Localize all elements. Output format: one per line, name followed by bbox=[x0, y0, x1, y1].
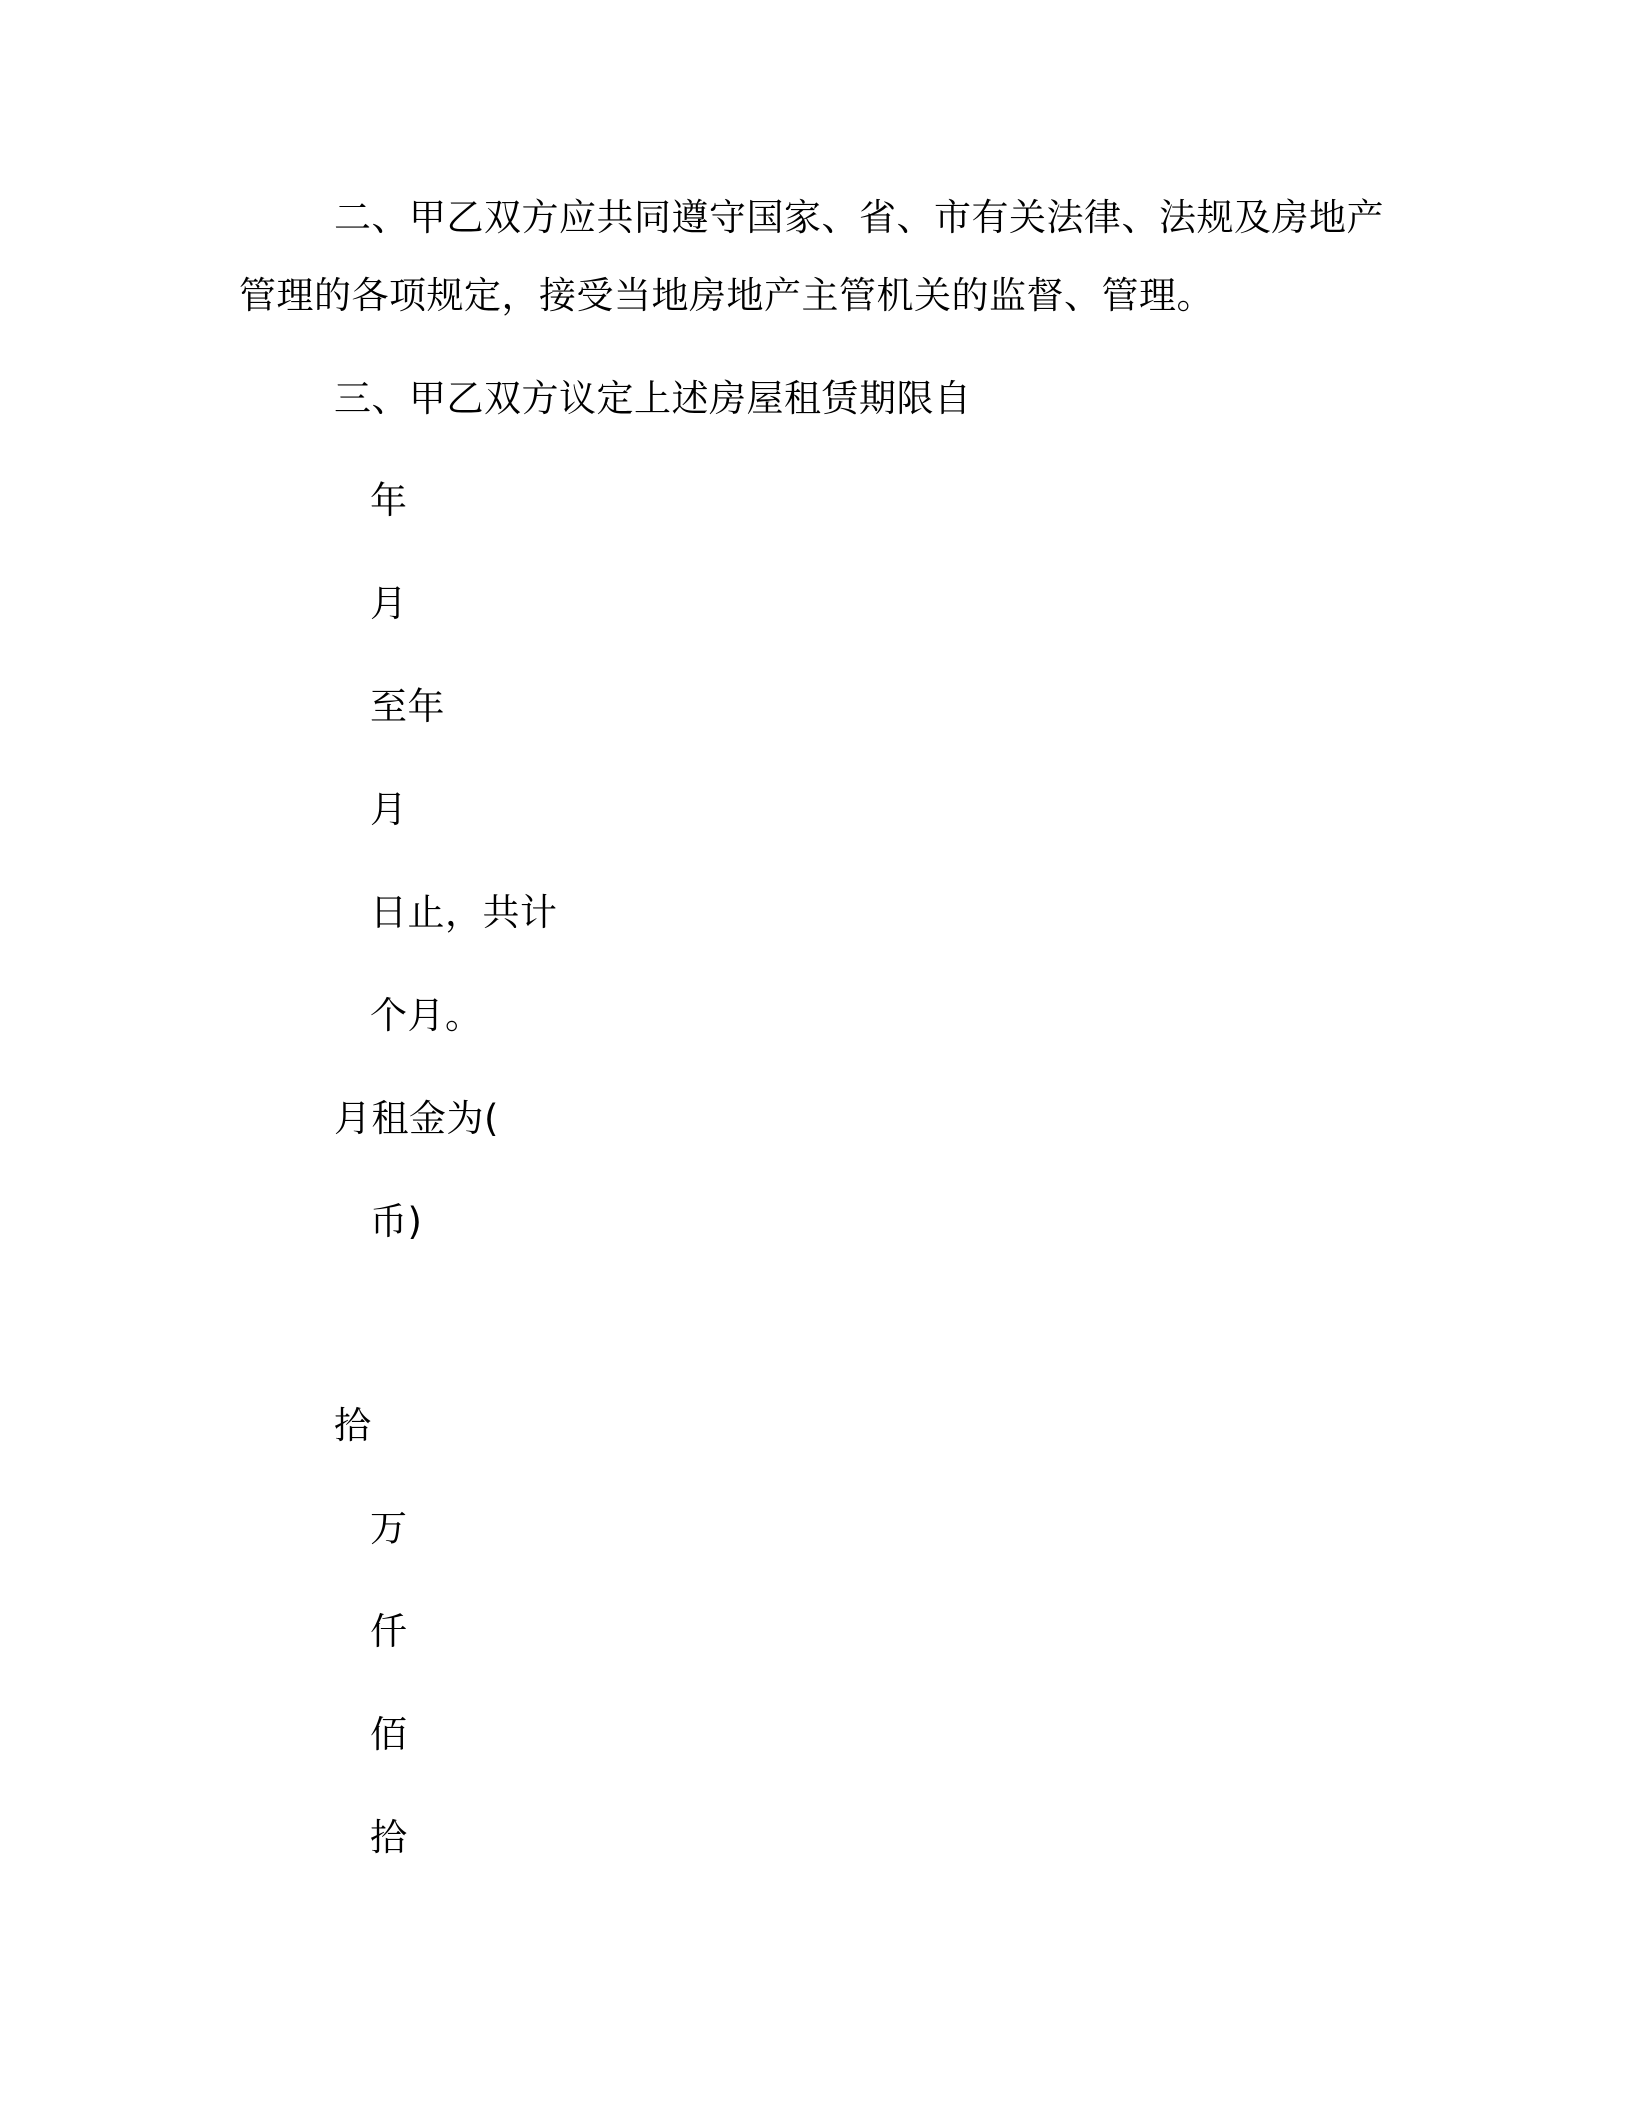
term-end-day-fragment: 日止，共计 bbox=[370, 891, 558, 934]
rent-unit-qian: 仟 bbox=[370, 1610, 408, 1653]
clause-three-heading: 三、甲乙双方议定上述房屋租赁期限自 bbox=[334, 377, 972, 420]
rent-unit-shi-1: 拾 bbox=[334, 1404, 372, 1447]
rent-unit-bai: 佰 bbox=[370, 1713, 408, 1756]
clause-two-line-2: 管理的各项规定，接受当地房地产主管机关的监督、管理。 bbox=[239, 274, 1214, 317]
clause-two-line-1: 二、甲乙双方应共同遵守国家、省、市有关法律、法规及房地产 bbox=[334, 196, 1384, 239]
term-months-total-fragment: 个月。 bbox=[370, 994, 483, 1037]
term-end-month-fragment: 月 bbox=[370, 788, 408, 831]
rent-label: 月租金为( bbox=[334, 1097, 499, 1140]
rent-unit-shi-2: 拾 bbox=[370, 1816, 408, 1859]
term-to-year-fragment: 至年 bbox=[370, 685, 445, 728]
rent-unit-wan: 万 bbox=[370, 1507, 408, 1550]
term-month-fragment: 月 bbox=[370, 582, 408, 625]
term-year-fragment: 年 bbox=[370, 479, 408, 522]
rent-currency: 币) bbox=[370, 1200, 423, 1243]
